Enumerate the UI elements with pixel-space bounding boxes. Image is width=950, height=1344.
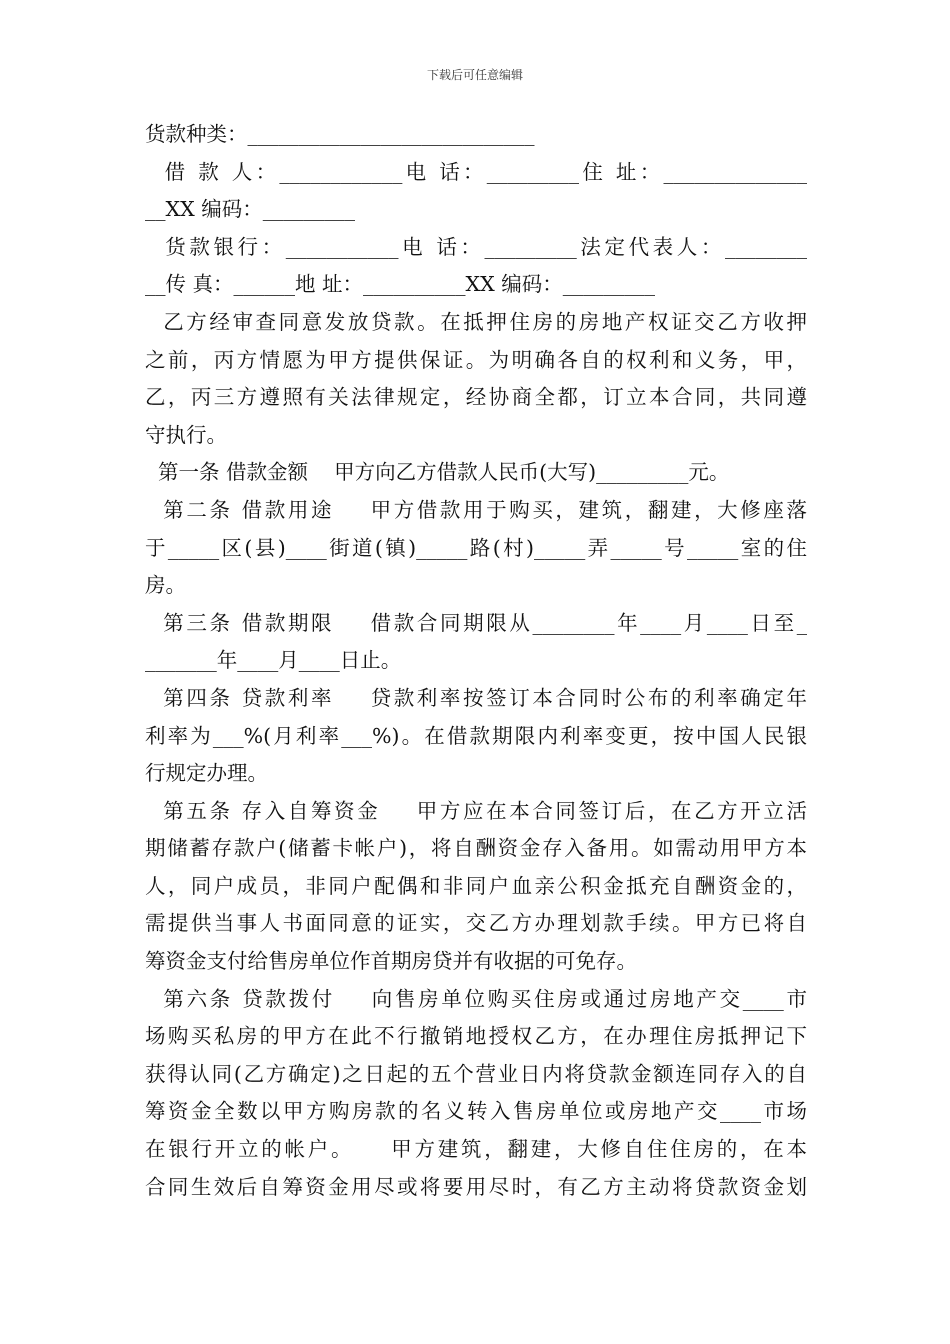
paragraph-preamble-line: 之前，丙方情愿为甲方提供保证。为明确各自的权利和义务，甲，: [145, 347, 807, 372]
article-6-line: 在银行开立的帐户。 甲方建筑，翻建，大修自住住房的，在本: [145, 1137, 807, 1162]
article-6-line: 筹资金全数以甲方购房款的名义转入售房单位或房地产交____市场: [145, 1099, 807, 1124]
article-5-line: 第五条 存入自筹资金 甲方应在本合同签订后，在乙方开立活: [145, 798, 807, 823]
article-6-line: 获得认同(乙方确定)之日起的五个营业日内将贷款金额连同存入的自: [145, 1061, 807, 1086]
field-bank-fax-address: __传 真：______地 址：__________XX 编码：_________: [145, 272, 655, 297]
article-6-line: 合同生效后自筹资金用尽或将要用尽时，有乙方主动将贷款资金划: [145, 1174, 807, 1199]
article-5-line: 人，同户成员，非同户配偶和非同户血亲公积金抵充自酬资金的，: [145, 873, 807, 898]
article-1-line: 第一条 借款金额 甲方向乙方借款人民币(大写)_________元。: [145, 460, 730, 485]
field-borrower-postcode: __XX 编码：_________: [145, 197, 355, 222]
article-4-line: 行规定办理。: [145, 761, 268, 786]
article-4-line: 利率为___%(月利率___%)。在借款期限内利率变更，按中国人民银: [145, 723, 807, 748]
article-6-line: 场购买私房的甲方在此不行撤销地授权乙方，在办理住房抵押记下: [145, 1024, 807, 1049]
article-6-line: 第六条 贷款拨付 向售房单位购买住房或通过房地产交____市: [145, 986, 807, 1011]
paragraph-preamble-line: 乙方经审查同意发放贷款。在抵押住房的房地产权证交乙方收押: [145, 309, 807, 334]
article-5-line: 需提供当事人书面同意的证实，交乙方办理划款手续。甲方已将自: [145, 911, 807, 936]
contract-body: [145, 116, 807, 1206]
article-2-line: 第二条 借款用途 甲方借款用于购买，建筑，翻建，大修座落: [145, 497, 807, 522]
field-lending-bank: 货款银行：___________电 话：_________法定代表人：________: [145, 234, 807, 259]
page-header: 下载后可任意编辑: [426, 68, 523, 82]
field-borrower: 借 款 人：____________电 话：_________住 址：______________: [145, 159, 807, 184]
article-5-line: 期储蓄存款户(储蓄卡帐户)，将自酬资金存入备用。如需动用甲方本: [145, 836, 807, 861]
article-3-line: 第三条 借款期限 借款合同期限从________年____月____日至_: [145, 610, 807, 635]
field-loan-type: 货款种类：____________________________: [145, 122, 535, 146]
paragraph-preamble-line: 乙，丙三方遵照有关法律规定，经协商全都，订立本合同，共同遵: [145, 385, 807, 410]
article-4-line: 第四条 贷款利率 贷款利率按签订本合同时公布的利率确定年: [145, 685, 807, 710]
article-3-line: _______年____月____日止。: [145, 648, 402, 673]
article-2-line: 于_____区(县)____街道(镇)_____路(村)_____弄_____号_____室的住: [145, 535, 807, 560]
article-5-line: 筹资金支付给售房单位作首期房贷并有收据的可免存。: [145, 949, 637, 974]
paragraph-preamble-line: 守执行。: [145, 422, 227, 447]
article-2-line: 房。: [145, 573, 186, 598]
